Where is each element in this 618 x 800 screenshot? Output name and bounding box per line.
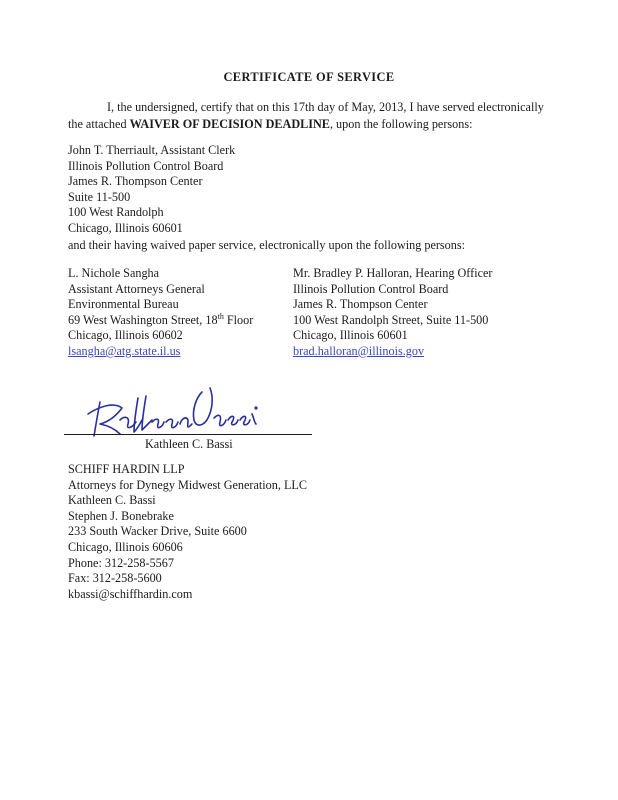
right-recipient-line: James R. Thompson Center [293, 297, 428, 312]
left-recipient-block [68, 266, 253, 360]
firm-line: Kathleen C. Bassi [68, 493, 156, 508]
right-recipient-line: Illinois Pollution Control Board [293, 281, 449, 296]
firm-line: 233 South Wacker Drive, Suite 6600 [68, 524, 247, 539]
right-recipient-line: Mr. Bradley P. Halloran, Hearing Officer [293, 266, 493, 280]
firm-fax: Fax: 312-258-5600 [68, 571, 162, 586]
firm-phone: Phone: 312-258-5567 [68, 555, 174, 570]
firm-line: Attorneys for Dynegy Midwest Generation, LLC [68, 477, 307, 492]
signature-line [64, 434, 312, 435]
left-recipient-line: L. Nichole Sangha [68, 266, 160, 280]
street-floor-text: Floor [223, 312, 254, 327]
document-title: CERTIFICATE OF SERVICE [223, 70, 395, 84]
primary-recipient-line: 100 West Randolph [68, 205, 164, 220]
intro-line-1: I, the undersigned, certify that on this 17th day of May, 2013, I have served electronically [107, 100, 544, 114]
handwritten-signature [86, 384, 266, 444]
street-text: 69 West Washington Street, 18 [68, 312, 218, 327]
document-name-bold: WAIVER OF DECISION DEADLINE [129, 117, 330, 131]
firm-line: SCHIFF HARDIN LLP [68, 462, 185, 476]
intro-line-2 [68, 117, 472, 132]
firm-line: Stephen J. Bonebrake [68, 508, 174, 523]
right-recipient-line: 100 West Randolph Street, Suite 11-500 [293, 312, 489, 327]
primary-recipient-line: Suite 11-500 [68, 189, 131, 204]
left-recipient-street [68, 313, 253, 329]
intro-line-2-suffix: , upon the following persons: [329, 117, 473, 131]
firm-email: kbassi@schiffhardin.com [68, 586, 193, 601]
ordinal-suffix: th [217, 311, 224, 321]
waived-service-text: and their having waived paper service, electronically upon the following persons: [68, 238, 465, 252]
intro-line-2-prefix: the attached [68, 117, 130, 131]
left-recipient-line: Environmental Bureau [68, 297, 179, 312]
firm-block [68, 462, 307, 602]
primary-recipient-block [68, 143, 235, 237]
primary-recipient-line: John T. Therriault, Assistant Clerk [68, 143, 236, 157]
primary-recipient-line: Chicago, Illinois 60601 [68, 220, 183, 235]
right-recipient-block [293, 266, 492, 360]
signatory-name: Kathleen C. Bassi [145, 437, 233, 451]
left-recipient-line: Assistant Attorneys General [68, 281, 205, 296]
left-recipient-city: Chicago, Illinois 60602 [68, 328, 183, 343]
left-recipient-email-link[interactable]: lsangha@atg.state.il.us [68, 343, 181, 358]
primary-recipient-line: James R. Thompson Center [68, 174, 203, 189]
right-recipient-line: Chicago, Illinois 60601 [293, 328, 408, 343]
firm-line: Chicago, Illinois 60606 [68, 539, 183, 554]
primary-recipient-line: Illinois Pollution Control Board [68, 158, 224, 173]
right-recipient-email-link[interactable]: brad.halloran@illinois.gov [293, 343, 425, 358]
